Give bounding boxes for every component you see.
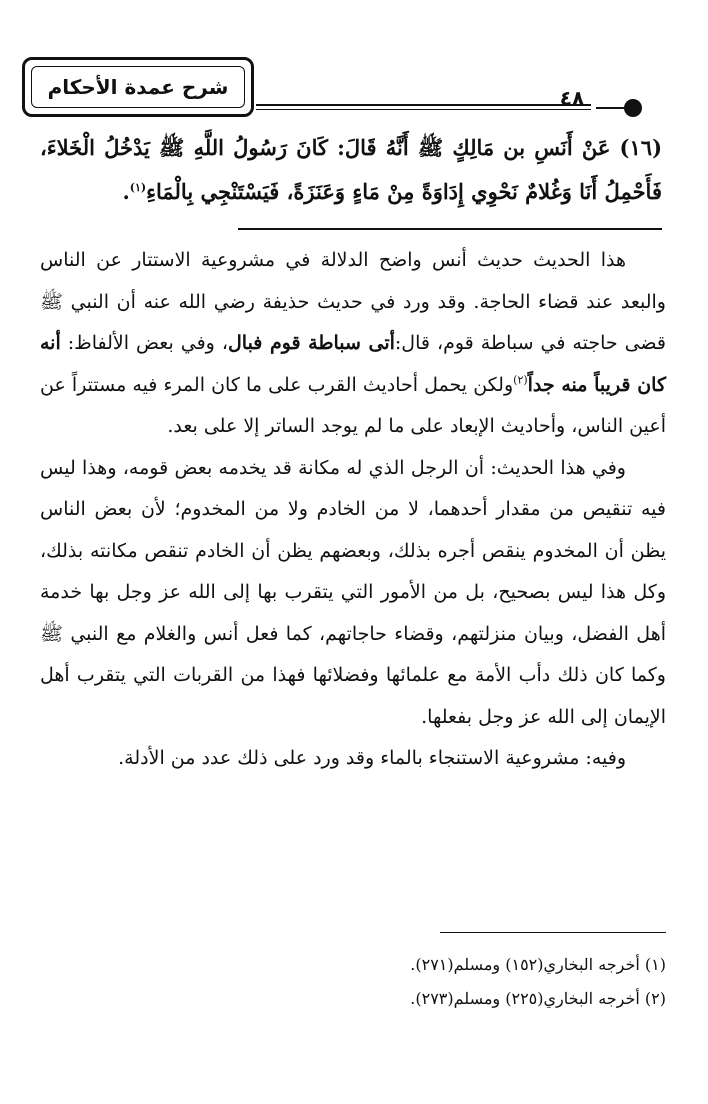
hadith-text: (١٦) عَنْ أَنَسِ بن مَالِكٍ ﷺ أَنَّهُ قَالَ: كَانَ رَسُولُ اللَّهِ ﷺ يَدْخُلُ الْخَلاءَ، فَأَحْمِلُ أَنَا وَغُلامٌ نَحْوِي إِدَاوَةً مِنْ مَاءٍ وَعَنَزَةً، فَيَسْتَنْجِي بِالْمَاءِ$^{(١)}$.	[40, 135, 662, 204]
header-bullet-line	[596, 107, 626, 109]
header-rule-thin	[256, 109, 591, 110]
footnote-ref-2: (٢)	[513, 373, 528, 387]
paragraph-2: وفي هذا الحديث: أن الرجل الذي له مكانة قد يخدمه بعض قومه، وهذا ليس فيه تنقيص من مقدار أحدهما، لا من الخادم ولا من المخدوم؛ لأن بعض الناس يظن أن المخدوم ينقص أجره بذلك، وبعضهم يظن أن الخادم تنقص مكانته بذلك، وكل هذا ليس بصحيح، بل من الأمور التي يتقرب بها إلى الله عز وجل بها خدمة أهل الفضل، وبيان منزلتهم، وقضاء حاجاتهم، كما فعل أنس والغلام مع النبي ﷺ وكما كان ذلك دأب الأمة مع علمائها وفضلائها فهذا من القربات التي يتقرب أهل الإيمان إلى الله عز وجل بفعلها.	[40, 456, 666, 728]
paragraph-1	[40, 240, 666, 448]
paragraph-1-text-a: هذا الحديث حديث أنس واضح الدلالة في مشروعية الاستتار عن الناس والبعد عند قضاء الحاجة. وقد ورد في حديث حذيفة رضي الله عنه أن النبي ﷺ قضى حاجته في سباطة قوم، قال:	[40, 249, 666, 354]
hadith-body: (١٦) عَنْ أَنَسِ بن مَالِكٍ ﷺ أَنَّهُ قَالَ: كَانَ رَسُولُ اللَّهِ ﷺ يَدْخُلُ الْخَلاءَ، فَأَحْمِلُ أَنَا وَغُلامٌ نَحْوِي إِدَاوَةً مِنْ مَاءٍ وَعَنَزَةً، فَيَسْتَنْجِي بِالْمَاءِ	[40, 135, 662, 204]
header-bullet-dot	[624, 99, 642, 117]
footnote-2: (٢) أخرجه البخاري(٢٢٥) ومسلم(٢٧٣).	[410, 989, 666, 1008]
paragraph-1-bold-quote-1: أتى سباطة قوم فبال	[227, 332, 395, 354]
paragraph-1-text-c: ولكن يحمل أحاديث القرب على ما كان المرء فيه مستتراً عن أعين الناس، وأحاديث الإبعاد على ما لم يوجد الساتر إلا على بعد.	[40, 373, 666, 437]
book-title-frame	[22, 57, 254, 117]
book-title: شرح عمدة الأحكام	[31, 66, 245, 108]
footnote-separator	[440, 932, 666, 933]
paragraph-1-bold-quote-2: أنه كان قريباً منه جداً	[40, 332, 666, 396]
footnote-ref-1: (١)	[129, 181, 147, 194]
footnote-1: (١) أخرجه البخاري(١٥٢) ومسلم(٢٧١).	[410, 955, 666, 974]
page-number: ٤٨	[559, 86, 585, 110]
paragraph-1-text-b: ، وفي بعض الألفاظ:	[67, 332, 228, 354]
commentary	[40, 240, 666, 780]
paragraph-3: وفيه: مشروعية الاستنجاء بالماء وقد ورد على ذلك عدد من الأدلة.	[118, 747, 626, 769]
footnotes	[40, 948, 666, 1016]
hadith-separator	[238, 228, 662, 230]
header-rule	[256, 104, 591, 106]
